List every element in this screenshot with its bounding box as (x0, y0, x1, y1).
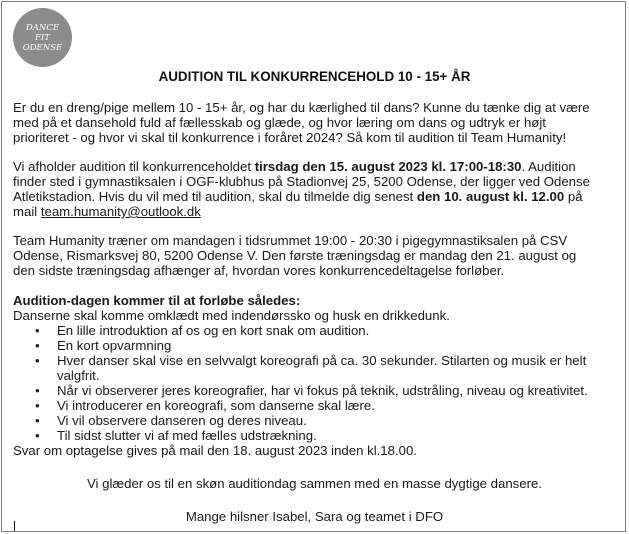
list-item: • Hver danser skal vise en selvvalgt koreografi på ca. 30 sekunder. Stilarten og musik er helt valgfrit. (13, 353, 591, 383)
dance-fit-odense-logo (13, 8, 72, 67)
list-item: • Vi vil observere danseren og deres niveau. (13, 413, 591, 428)
signature-line: Mange hilsner Isabel, Sara og teamet i DFO (185, 509, 444, 524)
details-text-2: . Audition finder sted i gymnastiksalen i OGF-klubhus på Stadionvej 25, 5200 Odense, der ligger ved Odense Atletikstadion. Hvis du vil med til audition, skal du tilmelde dig senest (13, 159, 590, 204)
list-item: • En lille introduktion af os og en kort snak om audition. (13, 323, 591, 338)
list-item: • Når vi observerer jeres koreografier, har vi fokus på teknik, udstråling, niveau og kreativitet. (13, 383, 591, 398)
logo-line-3: ODENSE (22, 42, 63, 53)
audition-day-section (13, 293, 591, 458)
text-cursor (14, 521, 15, 532)
logo-line-1: DANCE (25, 22, 60, 33)
audition-day-heading: Audition-dagen kommer til at forløbe således: (13, 293, 301, 308)
document-page (1, 1, 626, 532)
closing-line: Vi glæder os til en skøn auditiondag sammen med en masse dygtige dansere. (87, 476, 542, 491)
audition-date-time: tirsdag den 15. august 2023 kl. 17:00-18:30 (254, 159, 522, 174)
list-item: • Vi introducerer en koreografi, som danserne skal lære. (13, 398, 591, 413)
reply-notice: Svar om optagelse gives på mail den 18. august 2023 inden kl.18.00. (13, 443, 417, 458)
list-item: • Til sidst slutter vi af med fælles udstrækning. (13, 428, 591, 443)
details-paragraph (13, 159, 591, 219)
dress-code-text: Danserne skal komme omklædt med indendørssko og husk en drikkedunk. (13, 308, 450, 323)
details-text-1: Vi afholder audition til konkurrenceholdet (13, 159, 255, 174)
signup-deadline: den 10. august kl. 12.00 (416, 189, 565, 204)
intro-paragraph: Er du en dreng/pige mellem 10 - 15+ år, og har du kærlighed til dans? Kunne du tænke dig at være med på et dansehold fuld af fællesskab og glæde, og hvor læring om dans og udtryk er højt prioriteret - og hvor vi skal til konkurrence i foråret 2024? Så kom til audition til Team Humanity! (13, 100, 590, 145)
audition-steps-list (13, 323, 591, 443)
document-title: AUDITION TIL KONKURRENCEHOLD 10 - 15+ ÅR (158, 69, 471, 84)
details-text-3: på mail (13, 189, 583, 219)
email-link[interactable]: team.humanity@outlook.dk (40, 204, 201, 219)
logo-line-2: FIT (35, 32, 50, 43)
list-item: • En kort opvarmning (13, 338, 591, 353)
training-paragraph: Team Humanity træner om mandagen i tidsrummet 19:00 - 20:30 i pigegymnastiksalen på CSV Odense, Rismarksvej 80, 5200 Odense V. Den første træningsdag er mandag den 21. august og den sidste træningsdag afhænger af, hvordan vores konkurrencedeltagelse forløber. (13, 233, 577, 278)
